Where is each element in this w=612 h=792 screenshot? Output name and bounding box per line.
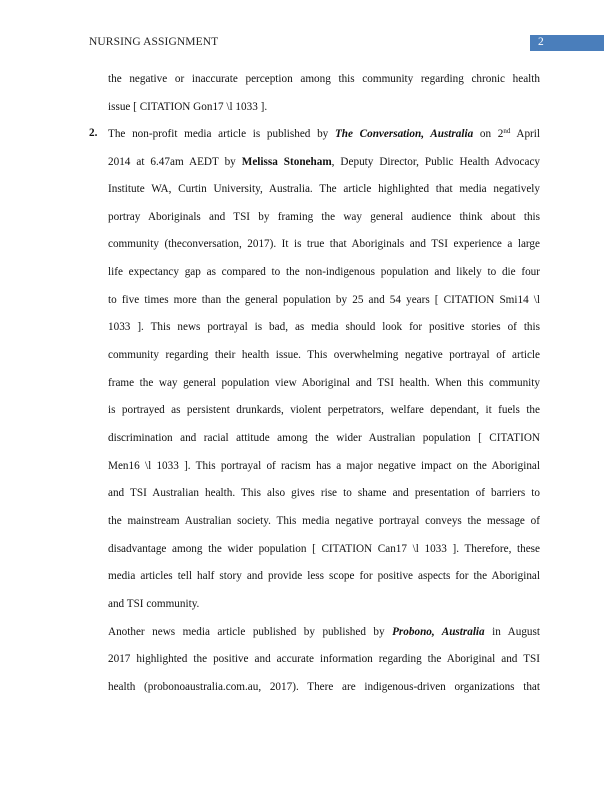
text-line: health (probonoaustralia.com.au, 2017). There are indigenous-driven organizations that [108, 681, 540, 693]
text-line: disadvantage among the wider population [ CITATION Can17 \l 1033 ]. Therefore, these [108, 543, 540, 555]
text-line: community (theconversation, 2017). It is true that Aboriginals and TSI experience a large [108, 238, 540, 250]
text-line: Institute WA, Curtin University, Australia. The article highlighted that media negatively [108, 183, 540, 195]
text-run: April [510, 128, 540, 140]
text-line: is portrayed as persistent drunkards, violent perpetrators, welfare dependant, it fuels the [108, 404, 540, 416]
publication-name: The Conversation, Australia [334, 128, 474, 140]
text-line: and TSI community. [108, 598, 200, 610]
text-line: the negative or inaccurate perception among this community regarding chronic health [108, 73, 540, 85]
page-number: 2 [538, 36, 544, 48]
text-line [108, 127, 540, 141]
text-line: issue [ CITATION Gon17 \l 1033 ]. [108, 101, 268, 113]
author-name: Melissa Stoneham [241, 156, 332, 168]
text-line: frame the way general population view Aboriginal and TSI health. When this community [108, 377, 540, 389]
text-run: The non-profit media article is published by [108, 128, 335, 140]
publication-name: Probono, Australia [392, 626, 485, 638]
text-run: in August [484, 626, 540, 638]
text-line [108, 155, 540, 169]
text-line: discrimination and racial attitude among the wider Australian population [ CITATION [108, 432, 540, 444]
text-line: 2017 highlighted the positive and accurate information regarding the Aboriginal and TSI [108, 653, 540, 665]
text-line [108, 625, 540, 639]
text-run: 2014 at 6.47am AEDT by [108, 156, 242, 168]
page-number-badge [530, 35, 604, 51]
text-line: community regarding their health issue. This overwhelming negative portrayal of article [108, 349, 540, 361]
list-item-number: 2. [89, 127, 98, 139]
running-header-title: NURSING ASSIGNMENT [89, 36, 219, 48]
text-line: Men16 \l 1033 ]. This portrayal of racism has a major negative impact on the Aboriginal [108, 460, 540, 472]
text-run: on 2 [473, 128, 504, 140]
text-line: media articles tell half story and provide less scope for positive aspects for the Aboriginal [108, 570, 540, 582]
text-run: Another news media article published by published by [108, 626, 393, 638]
text-line: to five times more than the general population by 25 and 54 years [ CITATION Smi14 \l [108, 294, 540, 306]
ordinal-suffix: nd [503, 127, 511, 135]
text-run: , Deputy Director, Public Health Advocacy [331, 156, 541, 168]
text-line: life expectancy gap as compared to the non-indigenous population and likely to die four [108, 266, 540, 278]
text-line: 1033 ]. This news portrayal is bad, as media should look for positive stories of this [108, 321, 540, 333]
text-line: and TSI Australian health. This also gives rise to shame and presentation of barriers to [108, 487, 540, 499]
text-line: portray Aboriginals and TSI by framing the way general audience think about this [108, 211, 540, 223]
text-line: the mainstream Australian society. This media negative portrayal conveys the message of [108, 515, 540, 527]
